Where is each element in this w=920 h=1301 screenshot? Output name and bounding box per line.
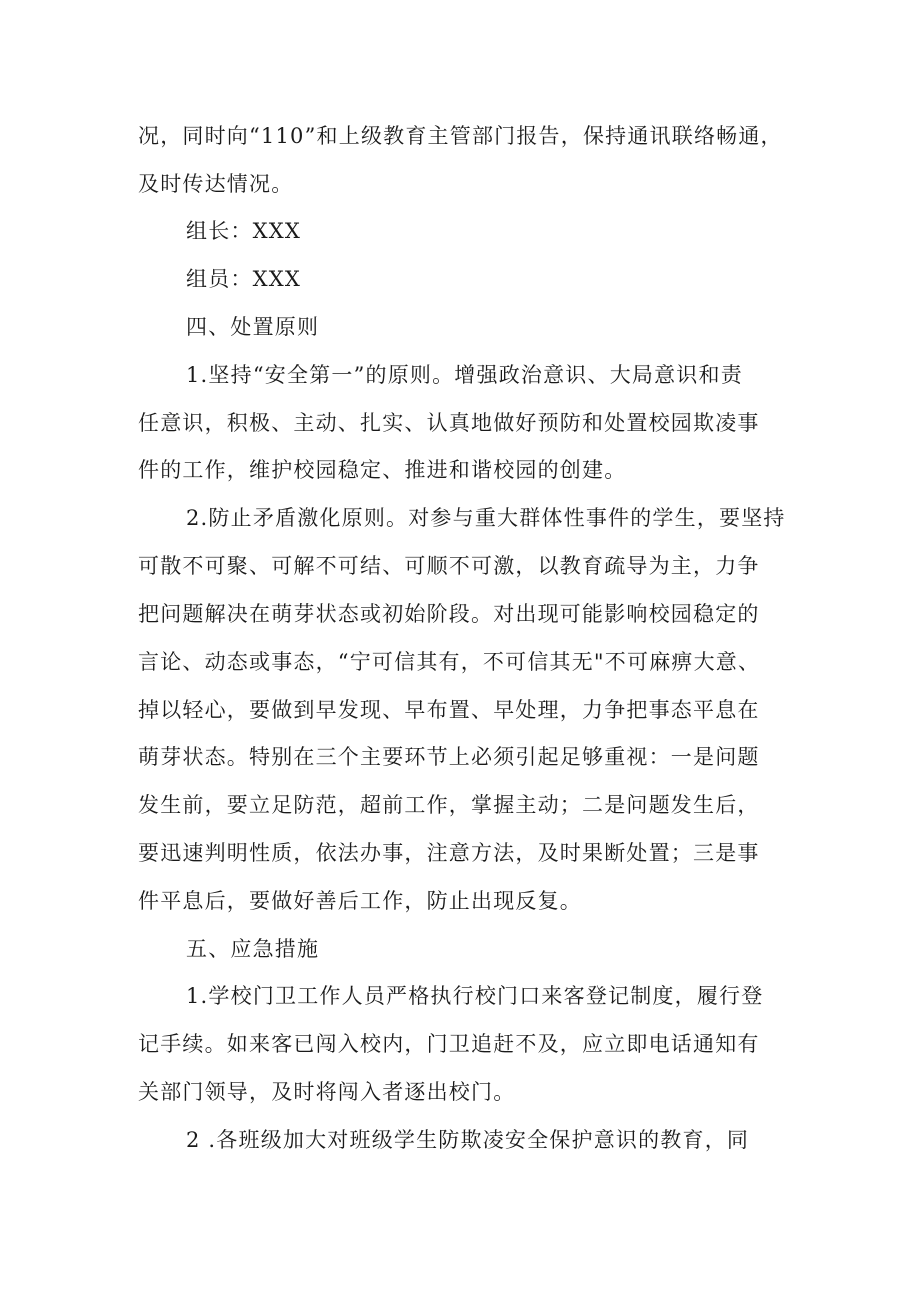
- section-heading: 四、处置原则: [186, 315, 320, 339]
- body-text-line: 件的工作，维护校园稳定、推进和谐校园的创建。: [138, 458, 627, 482]
- section-heading: 五、应急措施: [186, 937, 320, 961]
- body-text-line: 可散不可聚、可解不可结、可顺不可激，以教育疏导为主，力争: [138, 554, 760, 578]
- body-text-line: 萌芽状态。特别在三个主要环节上必须引起足够重视：一是问题: [138, 745, 760, 769]
- body-text-line: 2.防止矛盾激化原则。对参与重大群体性事件的学生，要坚持: [186, 506, 786, 530]
- body-text-line: 1.学校门卫工作人员严格执行校门口来客登记制度，履行登: [186, 984, 764, 1008]
- body-text-line: 2 .各班级加大对班级学生防欺凌安全保护意识的教育，同: [186, 1128, 750, 1152]
- body-text-line: 要迅速判明性质，依法办事，注意方法，及时果断处置；三是事: [138, 841, 760, 865]
- body-text-line: 任意识，积极、主动、扎实、认真地做好预防和处置校园欺凌事: [138, 411, 760, 435]
- body-text-line: 把问题解决在萌芽状态或初始阶段。对出现可能影响校园稳定的: [138, 602, 760, 626]
- group-leader-line: 组长：XXX: [186, 219, 302, 243]
- group-member-line: 组员：XXX: [186, 267, 302, 291]
- body-text-line: 况，同时向“110”和上级教育主管部门报告，保持通讯联络畅通，: [138, 124, 783, 148]
- body-text-line: 件平息后，要做好善后工作，防止出现反复。: [138, 889, 582, 913]
- body-text-line: 记手续。如来客已闯入校内，门卫追赶不及，应立即电话通知有: [138, 1032, 760, 1056]
- body-text-line: 发生前，要立足防范，超前工作，掌握主动；二是问题发生后，: [138, 793, 760, 817]
- body-text-line: 关部门领导，及时将闯入者逐出校门。: [138, 1080, 516, 1104]
- body-text-line: 1.坚持“安全第一”的原则。增强政治意识、大局意识和责: [186, 363, 743, 387]
- body-text-line: 掉以轻心，要做到早发现、早布置、早处理，力争把事态平息在: [138, 698, 760, 722]
- body-text-line: 及时传达情况。: [138, 172, 294, 196]
- body-text-line: 言论、动态或事态，“宁可信其有，不可信其无"不可麻痹大意、: [138, 650, 761, 674]
